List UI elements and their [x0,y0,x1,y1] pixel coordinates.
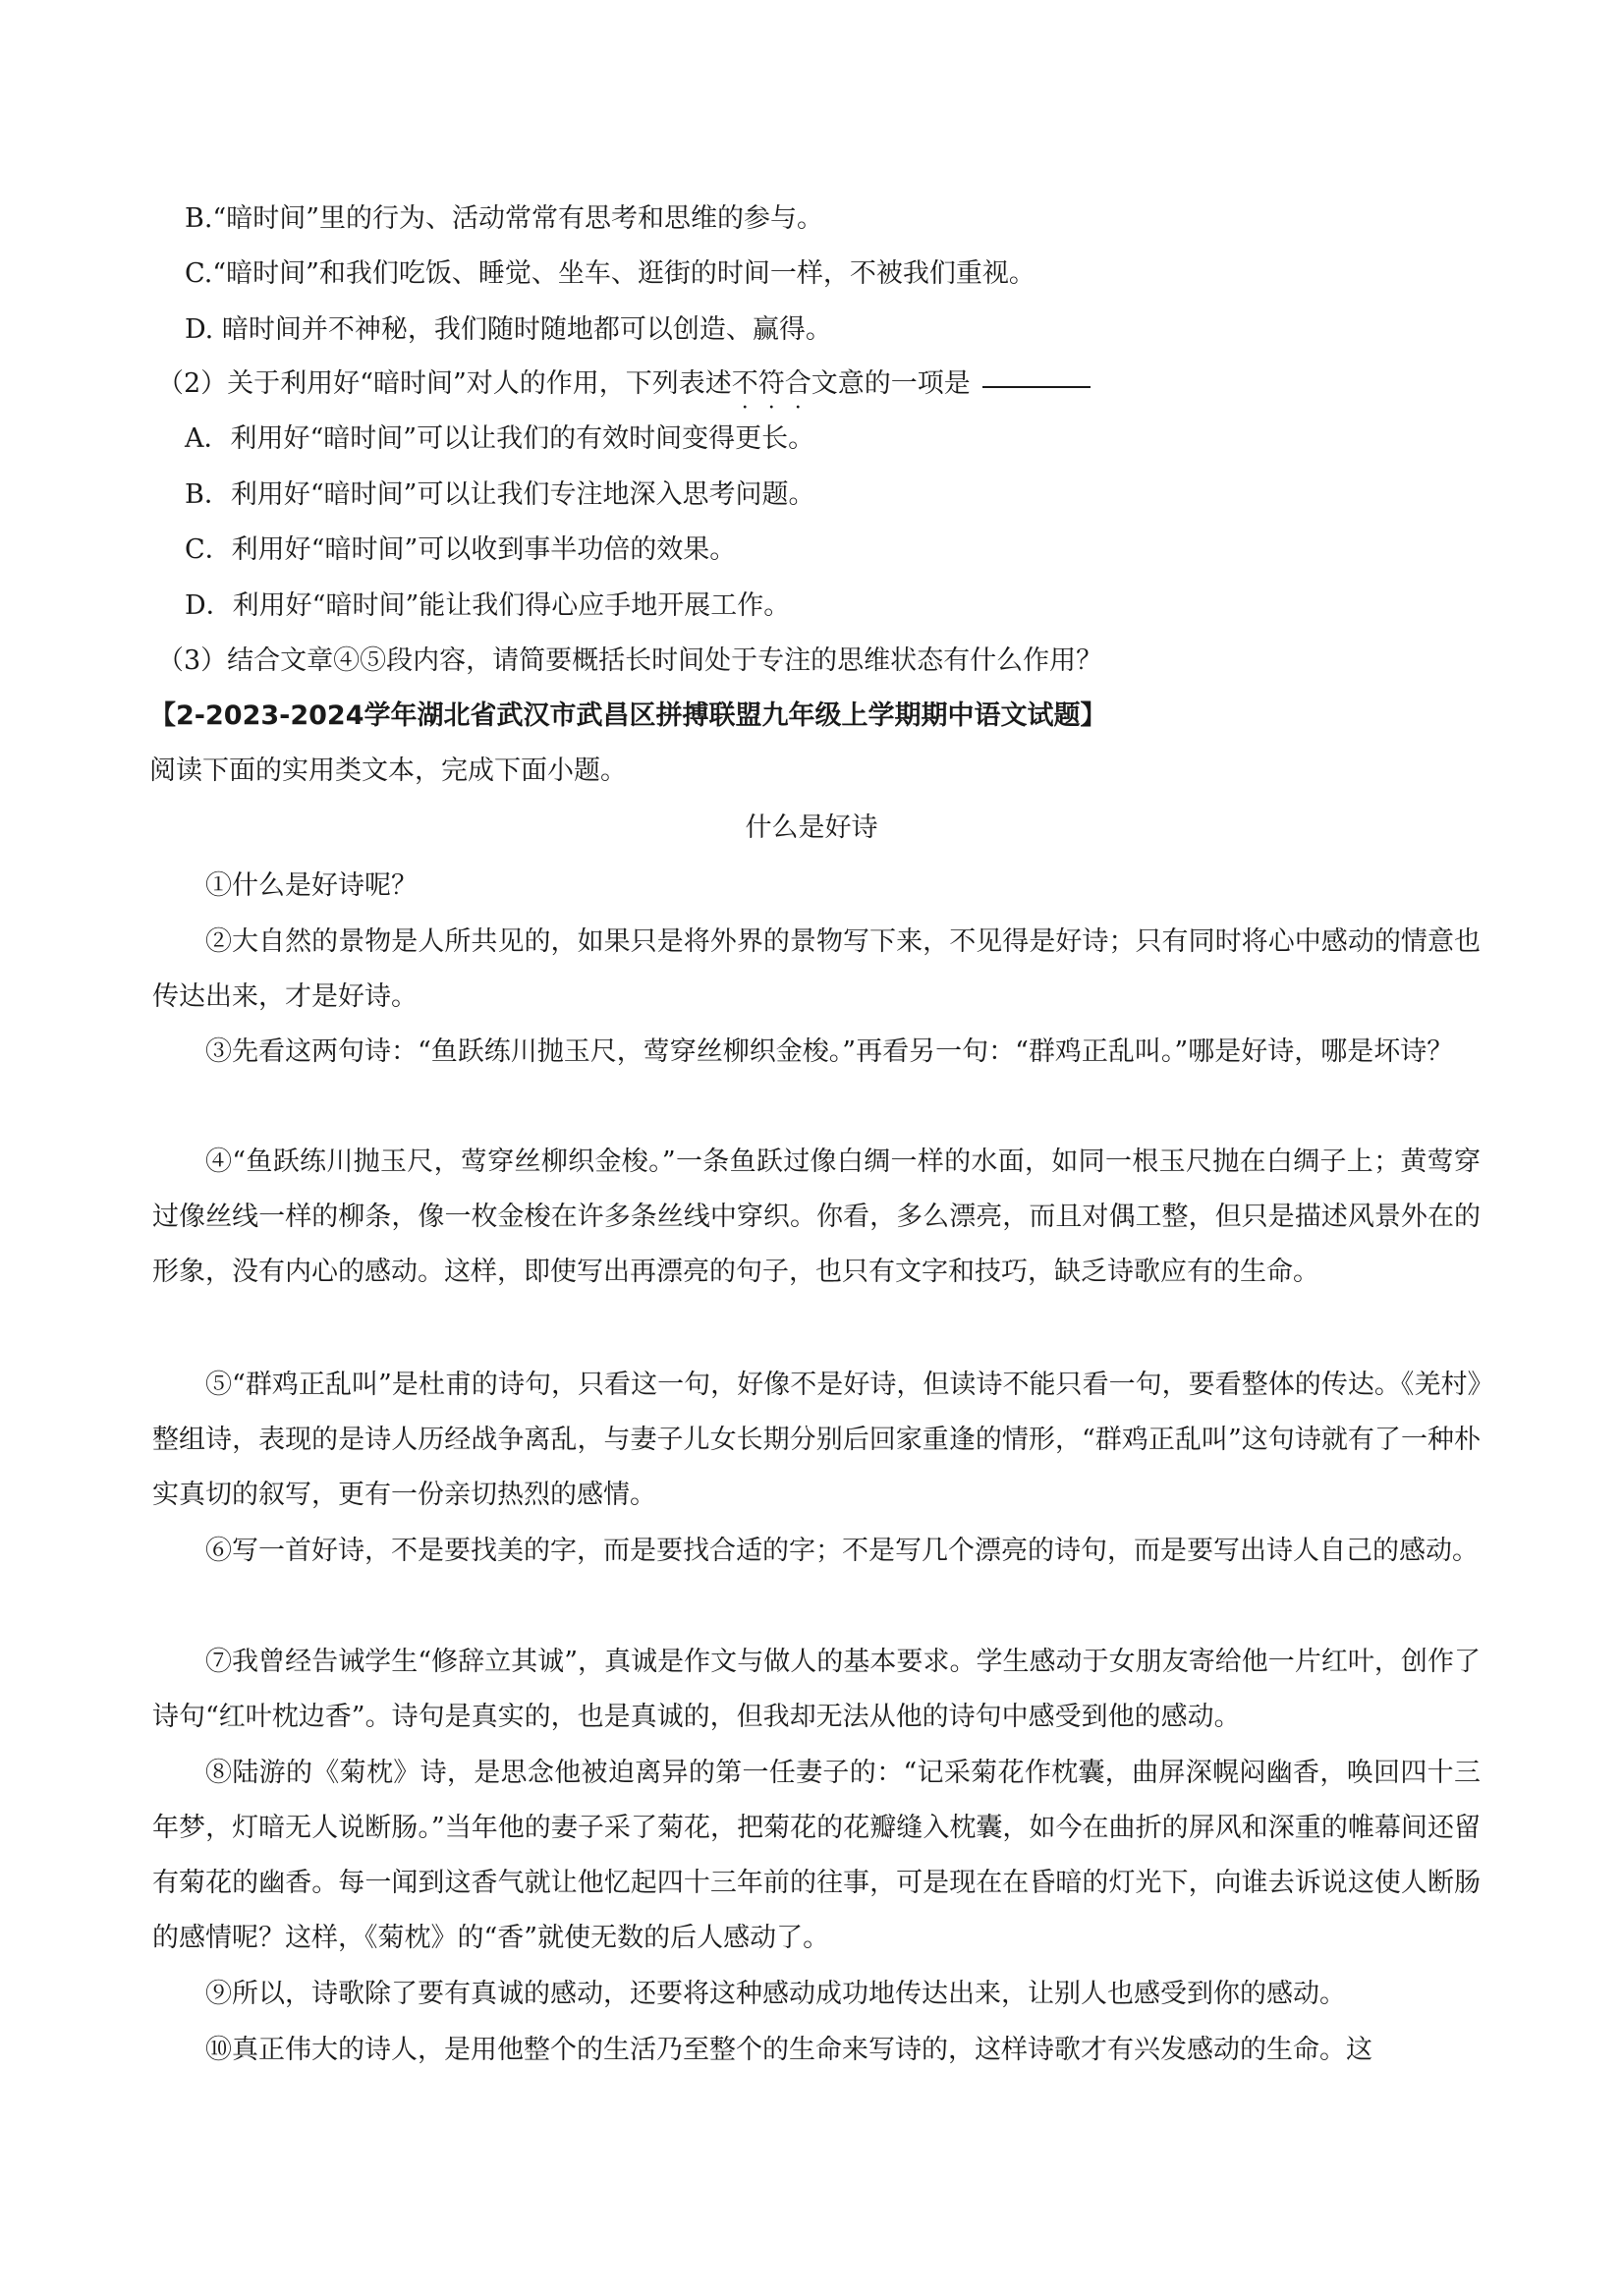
question-2 [157,362,1091,400]
section-heading: 【2-2023-2024学年湖北省武汉市武昌区拼搏联盟九年级上学期期中语文试题】 [149,700,1107,731]
instruction: 阅读下面的实用类文本，完成下面小题。 [149,756,627,786]
article-title: 什么是好诗 [745,812,878,843]
paragraph-10: ⑩真正伟大的诗人，是用他整个的生活乃至整个的生命来写诗的，这样诗歌才有兴发感动的生命。这 [205,2035,1372,2065]
question-2-prefix: （2）关于利用好“暗时间”对人的作用，下列表述 [157,368,732,399]
paragraph-8: ⑧陆游的《菊枕》诗，是思念他被迫离异的第一任妻子的：“记采菊花作枕囊，曲屏深幌闷幽香，唤回四十三年梦，灯暗无人说断肠。”当年他的妻子采了菊花，把菊花的花瓣缝入枕囊，如今在曲折的屏风和深重的帷幕间还留有菊花的幽香。每一闻到这香气就让他忆起四十三年前的往事，可是现在在昏暗的灯光下，向谁去诉说这使人断肠的感情呢？这样，《菊枕》的“香”就使无数的后人感动了。 [152,1758,1481,1953]
option-q1-b: B.“暗时间”里的行为、活动常常有思考和思维的参与。 [185,203,824,234]
emphasis-char: 不 [731,368,758,399]
paragraph-9: ⑨所以，诗歌除了要有真诚的感动，还要将这种感动成功地传达出来，让别人也感受到你的感动。 [205,1979,1346,2009]
paragraph-2: ②大自然的景物是人所共见的，如果只是将外界的景物写下来，不见得是好诗；只有同时将心中感动的情意也传达出来，才是好诗。 [152,926,1481,1012]
emphasis-char: 符 [757,368,785,399]
option-q1-d: D. 暗时间并不神秘，我们随时随地都可以创造、赢得。 [185,314,832,345]
paragraph-6: ⑥写一首好诗，不是要找美的字，而是要找合适的字；不是写几个漂亮的诗句，而是要写出诗人自己的感动。 [205,1536,1479,1566]
paragraph-1: ①什么是好诗呢？ [205,870,418,901]
paragraph-3: ③先看这两句诗：“鱼跃练川抛玉尺，莺穿丝柳织金梭。”再看另一句：“群鸡正乱叫。”哪是好诗，哪是坏诗？ [205,1036,1454,1067]
paragraph-4: ④“鱼跃练川抛玉尺，莺穿丝柳织金梭。”一条鱼跃过像白绸一样的水面，如同一根玉尺抛在白绸子上；黄莺穿过像丝线一样的柳条，像一枚金梭在许多条丝线中穿织。你看，多么漂亮，而且对偶工整，但只是描述风景外在的形象，没有内心的感动。这样，即使写出再漂亮的句子，也只有文字和技巧，缺乏诗歌应有的生命。 [152,1147,1481,1287]
option-q2-d: D．利用好“暗时间”能让我们得心应手地开展工作。 [185,590,791,621]
question-2-suffix: 文意的一项是 [811,368,971,399]
option-q2-c: C．利用好“暗时间”可以收到事半功倍的效果。 [185,534,737,565]
question-3: （3）结合文章④⑤段内容，请简要概括长时间处于专注的思维状态有什么作用？ [157,645,1103,676]
emphasis-char: 合 [784,368,812,399]
option-q2-a: A．利用好“暗时间”可以让我们的有效时间变得更长。 [185,423,815,454]
option-q1-c: C.“暗时间”和我们吃饭、睡觉、坐车、逛街的时间一样，不被我们重视。 [185,258,1035,289]
answer-blank [982,386,1091,388]
option-q2-b: B．利用好“暗时间”可以让我们专注地深入思考问题。 [185,479,815,510]
paragraph-5: ⑤“群鸡正乱叫”是杜甫的诗句，只看这一句，好像不是好诗，但读诗不能只看一句，要看整体的传达。《羌村》整组诗，表现的是诗人历经战争离乱，与妻子儿女长期分别后回家重逢的情形，“群鸡正乱叫”这句诗就有了一种朴实真切的叙写，更有一份亲切热烈的感情。 [152,1370,1481,1510]
paragraph-7: ⑦我曾经告诫学生“修辞立其诚”，真诚是作文与做人的基本要求。学生感动于女朋友寄给他一片红叶，创作了诗句“红叶枕边香”。诗句是真实的，也是真诚的，但我却无法从他的诗句中感受到他的感动。 [152,1647,1481,1732]
